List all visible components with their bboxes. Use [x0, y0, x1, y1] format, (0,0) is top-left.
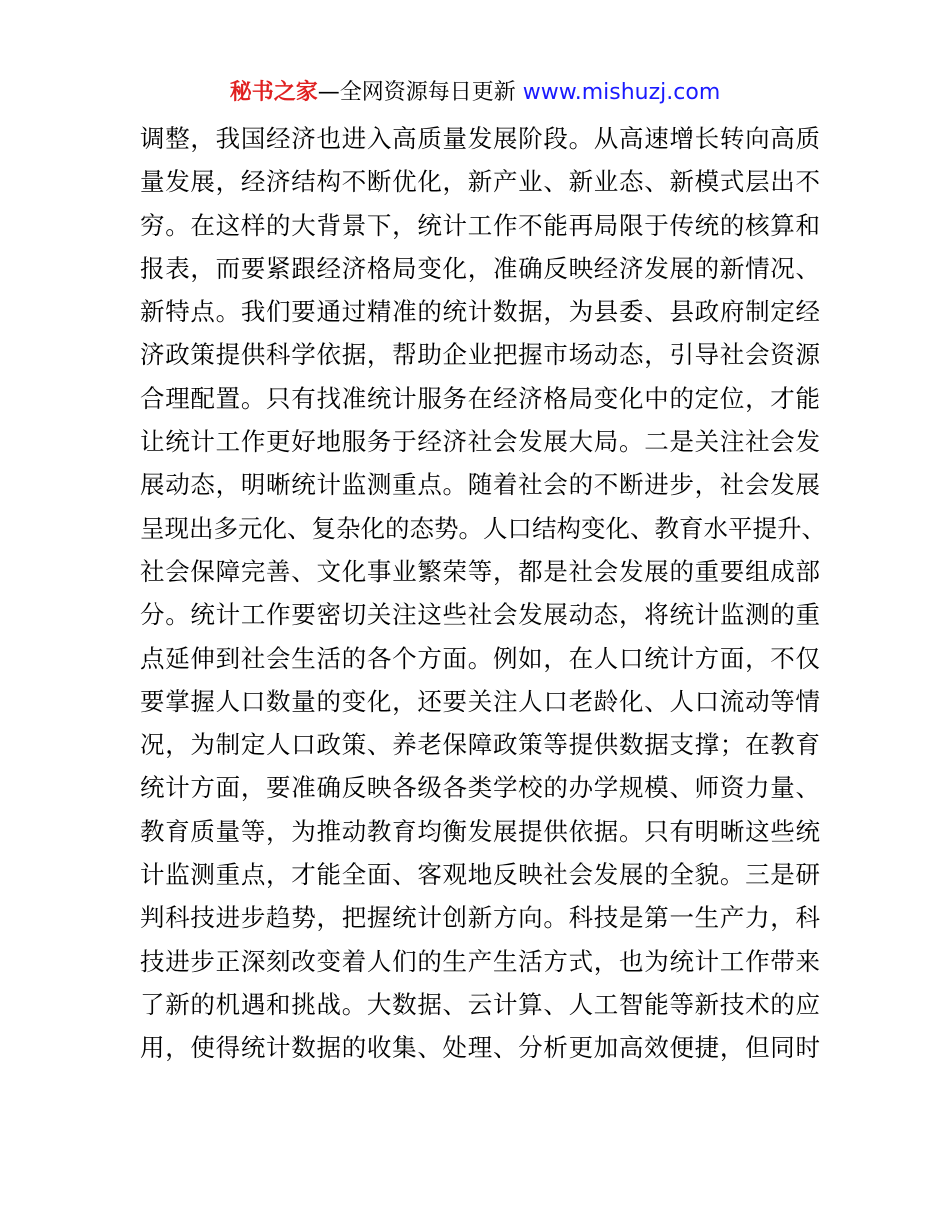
text-line: 调整，我国经济也进入高质量发展阶段。从高速增长转向高质	[140, 124, 820, 153]
text-line: 合理配置。只有找准统计服务在经济格局变化中的定位，才能	[140, 383, 820, 413]
text-line: 要掌握人口数量的变化，还要关注人口老龄化、人口流动等情	[140, 686, 820, 716]
text-line: 济政策提供科学依据，帮助企业把握市场动态，引导社会资源	[140, 340, 820, 370]
text-line: 技进步正深刻改变着人们的生产生活方式，也为统计工作带来	[140, 946, 820, 976]
brand-name: 秘书之家	[229, 80, 318, 105]
text-line: 穷。在这样的大背景下，统计工作不能再局限于传统的核算和	[140, 210, 820, 240]
text-line: 点延伸到社会生活的各个方面。例如，在人口统计方面，不仅	[140, 643, 820, 673]
text-line: 用，使得统计数据的收集、处理、分析更加高效便捷，但同时	[140, 1033, 820, 1063]
text-line: 统计方面，要准确反映各级各类学校的办学规模、师资力量、	[140, 773, 820, 803]
text-line: 了新的机遇和挑战。大数据、云计算、人工智能等新技术的应	[140, 989, 820, 1019]
text-line: 况，为制定人口政策、养老保障政策等提供数据支撑；在教育	[140, 730, 820, 760]
text-line: 教育质量等，为推动教育均衡发展提供依据。只有明晰这些统	[140, 816, 820, 846]
text-line: 新特点。我们要通过精准的统计数据，为县委、县政府制定经	[140, 297, 820, 327]
text-line: 社会保障完善、文化事业繁荣等，都是社会发展的重要组成部	[140, 556, 820, 586]
text-line: 判科技进步趋势，把握统计创新方向。科技是第一生产力，科	[140, 903, 820, 933]
text-line: 报表，而要紧跟经济格局变化，准确反映经济发展的新情况、	[140, 253, 820, 283]
body-text	[140, 117, 826, 1070]
page-header	[0, 76, 950, 110]
text-line: 呈现出多元化、复杂化的态势。人口结构变化、教育水平提升、	[140, 513, 826, 543]
site-url: www.mishuzj.com	[515, 80, 721, 105]
text-line: 让统计工作更好地服务于经济社会发展大局。二是关注社会发	[140, 427, 820, 457]
text-line: 计监测重点，才能全面、客观地反映社会发展的全貌。三是研	[140, 860, 820, 890]
text-line: 量发展，经济结构不断优化，新产业、新业态、新模式层出不	[140, 167, 820, 197]
header-tagline: —全网资源每日更新	[317, 80, 516, 105]
text-line: 分。统计工作要密切关注这些社会发展动态，将统计监测的重	[140, 600, 820, 630]
text-line: 展动态，明晰统计监测重点。随着社会的不断进步，社会发展	[140, 470, 820, 500]
